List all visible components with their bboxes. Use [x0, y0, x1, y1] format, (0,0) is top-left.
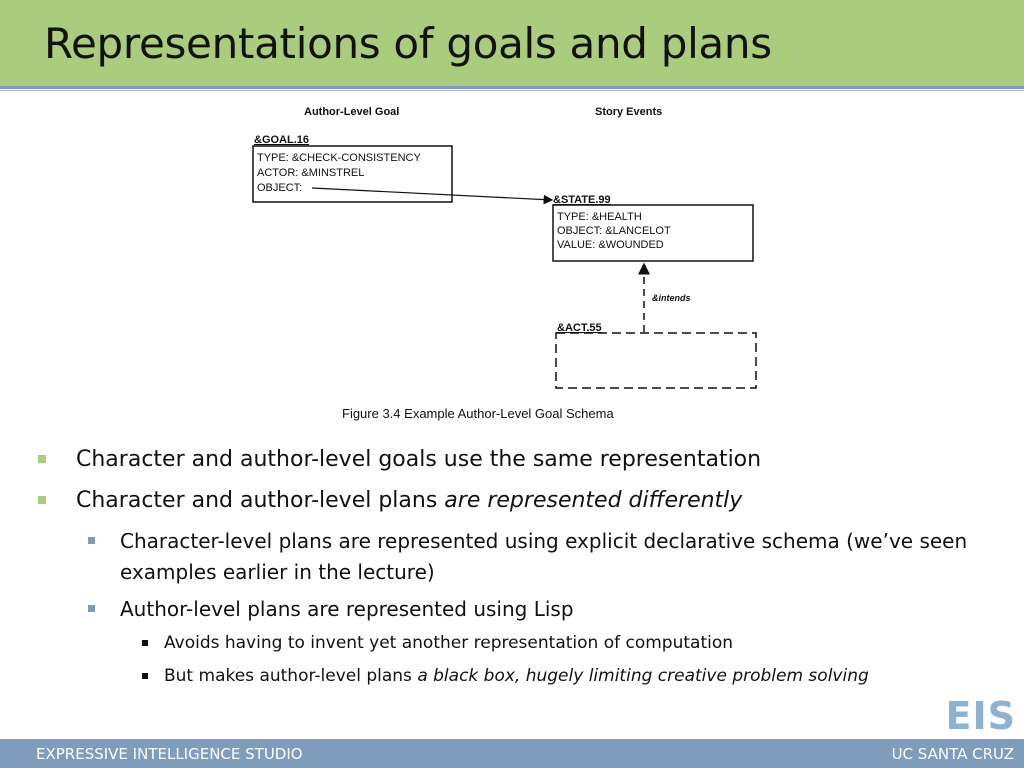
column-heading-story-events: Story Events — [595, 106, 663, 118]
title-divider — [0, 86, 1024, 89]
sub-sub-bullet-text — [164, 666, 869, 686]
act-node-name: &ACT.55 — [557, 322, 602, 334]
sub-sub-bullet-text-plain: But makes author-level plans — [164, 666, 418, 686]
goal-object-arrow — [312, 188, 552, 200]
state-node-type: TYPE: &HEALTH — [557, 211, 642, 223]
goal-schema-figure — [240, 96, 780, 436]
bullet-item — [38, 444, 998, 475]
footer-university: UC SANTA CRUZ — [891, 745, 1014, 763]
sub-bullet-text: Character-level plans are represented using explicit declarative schema (we’ve seen examples earlier in the lecture) — [120, 529, 968, 584]
state-node-name: &STATE.99 — [553, 194, 611, 206]
sub-sub-bullet-item — [38, 664, 998, 688]
slide-title: Representations of goals and plans — [44, 19, 772, 68]
eis-logo: EIS — [945, 694, 1016, 738]
goal-node-type: TYPE: &CHECK-CONSISTENCY — [257, 152, 421, 164]
figure-caption: Figure 3.4 Example Author-Level Goal Schema — [342, 406, 614, 421]
sub-bullet-marker — [88, 537, 95, 544]
state-node-object: OBJECT: &LANCELOT — [557, 225, 671, 237]
act-node-box — [556, 333, 756, 388]
sub-sub-bullet-text-italic: a black box, hugely limiting creative problem solving — [417, 666, 869, 686]
goal-schema-diagram — [240, 96, 780, 436]
sub-bullet-item — [38, 594, 998, 625]
bullet-text: Character and author-level goals use the same representation — [76, 447, 762, 472]
column-heading-author-goal: Author-Level Goal — [304, 106, 400, 118]
footer-studio-name: EXPRESSIVE INTELLIGENCE STUDIO — [36, 745, 303, 763]
state-node-value: VALUE: &WOUNDED — [557, 239, 664, 251]
sub-bullet-item — [38, 526, 998, 588]
goal-node-object: OBJECT: — [257, 182, 303, 194]
sub-bullet-marker — [88, 605, 95, 612]
sub-sub-bullet-marker — [142, 640, 148, 646]
sub-sub-bullet-marker — [142, 673, 148, 679]
bullet-marker — [38, 455, 46, 463]
title-band — [0, 0, 1024, 86]
footer-bar — [0, 739, 1024, 768]
bullet-list — [38, 444, 998, 697]
bullet-text — [76, 488, 742, 513]
goal-node-name: &GOAL.16 — [254, 134, 310, 146]
intends-label: &intends — [652, 293, 691, 303]
bullet-text-plain: Character and author-level plans — [76, 488, 445, 513]
bullet-text-italic: are represented differently — [444, 488, 743, 513]
goal-node-actor: ACTOR: &MINSTREL — [257, 167, 365, 179]
sub-sub-bullet-text: Avoids having to invent yet another representation of computation — [164, 633, 734, 653]
bullet-item — [38, 485, 998, 516]
title-divider-thin — [0, 90, 1024, 91]
bullet-marker — [38, 496, 46, 504]
sub-sub-bullet-item — [38, 631, 998, 655]
sub-bullet-text: Author-level plans are represented using Lisp — [120, 597, 574, 621]
